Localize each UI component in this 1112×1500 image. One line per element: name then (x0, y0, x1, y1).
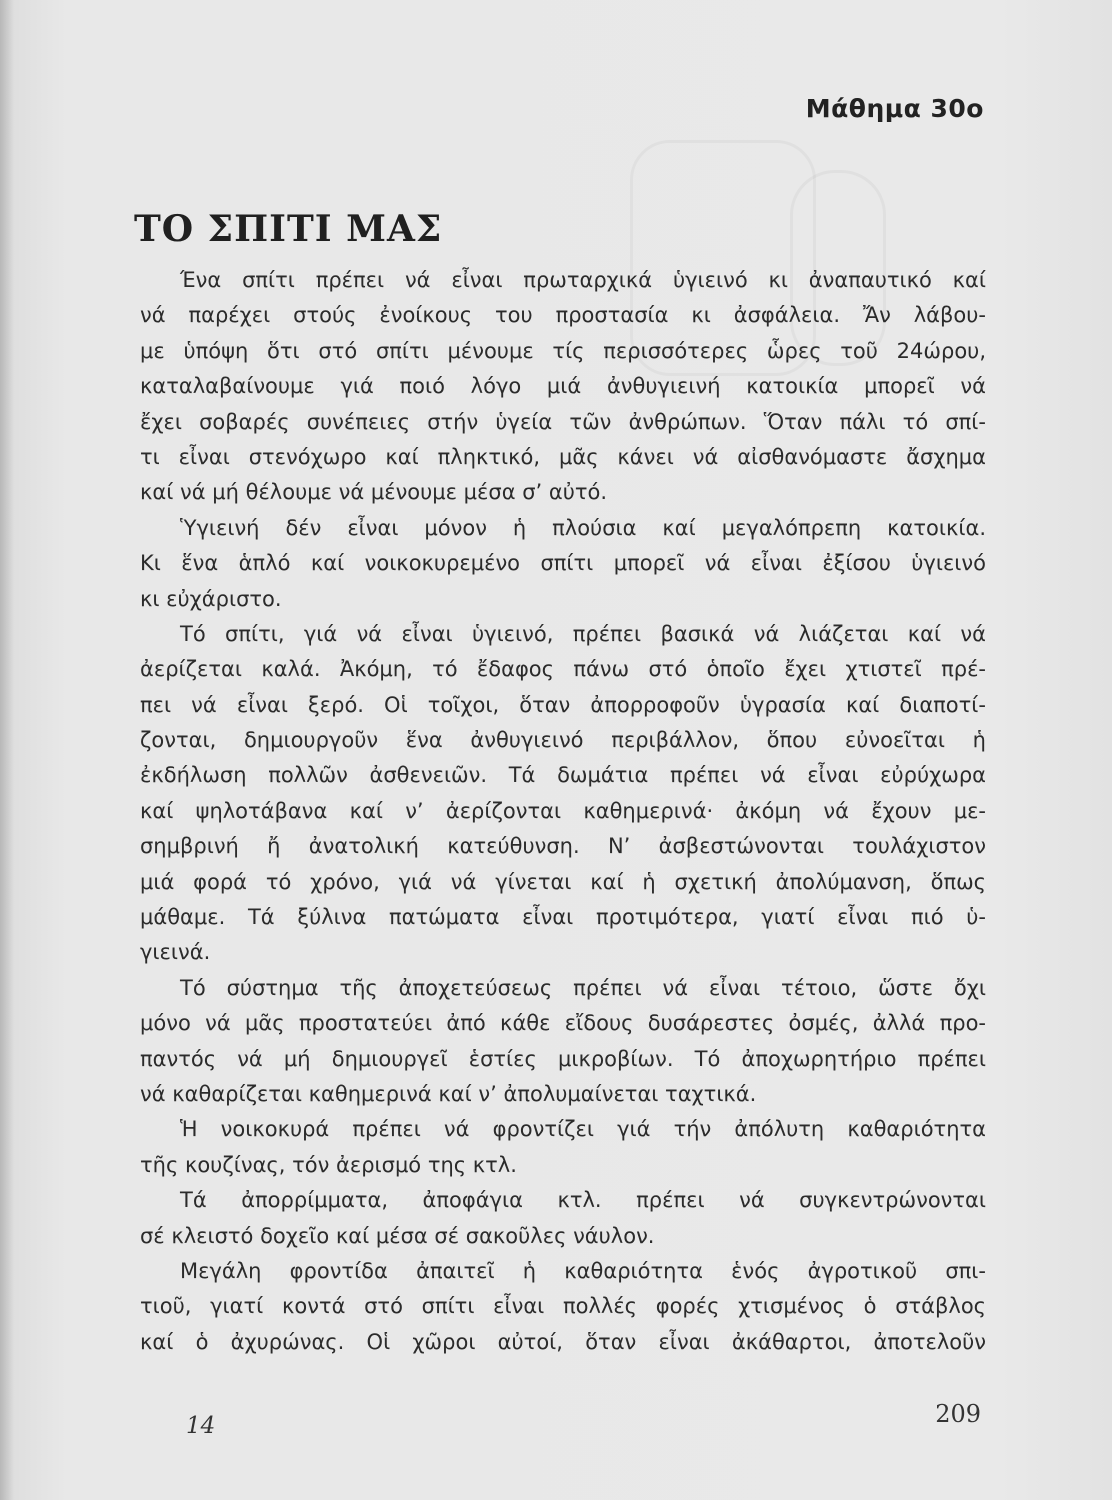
text-line: τιοῦ, γιατί κοντά στό σπίτι εἶναι πολλές φορές χτισμένος ὁ στάβλος (140, 1294, 986, 1319)
text-line: καταλαβαίνουμε γιά ποιό λόγο μιά ἀνθυγιεινή κατοικία μπορεῖ νά (140, 374, 986, 399)
text-line: ἀερίζεται καλά. Ἀκόμη, τό ἔδαφος πάνω στό ὁποῖο ἔχει χτιστεῖ πρέ- (140, 657, 986, 682)
chapter-title: ΤΟ ΣΠΙΤΙ ΜΑΣ (134, 208, 443, 250)
text-line: μόνο νά μᾶς προστατεύει ἀπό κάθε εἴδους δυσάρεστες ὀσμές, ἀλλά προ- (140, 1011, 986, 1036)
text-line: μιά φορά τό χρόνο, γιά νά γίνεται καί ἡ σχετική ἀπολύμανση, ὅπως (140, 869, 986, 894)
text-line: Τό σύστημα τῆς ἀποχετεύσεως πρέπει νά εἶναι τέτοιο, ὥστε ὄχι (180, 975, 986, 1000)
text-line: Ἡ νοικοκυρά πρέπει νά φροντίζει γιά τήν ἀπόλυτη καθαριότητα (180, 1117, 986, 1142)
page-number: 209 (935, 1400, 981, 1428)
text-line: γιεινά. (140, 940, 211, 965)
text-line: Τό σπίτι, γιά νά εἶναι ὑγιεινό, πρέπει βασικά νά λιάζεται καί νά (180, 621, 986, 646)
body-text (140, 263, 986, 1360)
text-line: ἔχει σοβαρές συνέπειες στήν ὑγεία τῶν ἀνθρώπων. Ὅταν πάλι τό σπί- (140, 409, 986, 434)
text-line: καί ψηλοτάβανα καί ν’ ἀερίζονται καθημερινά· ἀκόμη νά ἔχουν με- (140, 798, 986, 823)
text-line: μάθαμε. Τά ξύλινα πατώματα εἶναι προτιμότερα, γιατί εἶναι πιό ὑ- (140, 905, 986, 930)
text-line: τι εἶναι στενόχωρο καί πληκτικό, μᾶς κάνει νά αἰσθανόμαστε ἄσχημα (140, 444, 986, 469)
lesson-number: Μάθημα 30ο (805, 94, 984, 123)
text-line: σημβρινή ἤ ἀνατολική κατεύθυνση. Ν’ ἀσβεστώνονται τουλάχιστον (140, 834, 986, 859)
text-line: Ένα σπίτι πρέπει νά εἶναι πρωταρχικά ὑγιεινό κι ἀναπαυτικό καί (180, 268, 986, 292)
text-line: παντός νά μή δημιουργεῖ ἑστίες μικροβίων. Τό ἀποχωρητήριο πρέπει (140, 1046, 986, 1071)
text-line: νά καθαρίζεται καθημερινά καί ν’ ἀπολυμαίνεται ταχτικά. (140, 1081, 757, 1106)
text-line: καί ὁ ἀχυρώνας. Οἱ χῶροι αὐτοί, ὅταν εἶναι ἀκάθαρτοι, ἀποτελοῦν (140, 1329, 986, 1354)
text-line: με ὑπόψη ὅτι στό σπίτι μένουμε τίς περισσότερες ὧρες τοῦ 24ώρου, (140, 338, 986, 363)
text-line: ζονται, δημιουργοῦν ἕνα ἀνθυγιεινό περιβάλλον, ὅπου εὐνοεῖται ἡ (140, 728, 986, 753)
text-line: ἐκδήλωση πολλῶν ἀσθενειῶν. Τά δωμάτια πρέπει νά εἶναι εὐρύχωρα (140, 763, 986, 788)
text-line: Μεγάλη φροντίδα ἀπαιτεῖ ἡ καθαριότητα ἑνός ἀγροτικοῦ σπι- (180, 1258, 986, 1283)
text-line: Ὑγιεινή δέν εἶναι μόνον ἡ πλούσια καί μεγαλόπρεπη κατοικία. (180, 515, 986, 540)
text-line: καί νά μή θέλουμε νά μένουμε μέσα σ’ αὐτό. (140, 480, 608, 505)
spine-shadow (0, 0, 14, 1500)
text-line: Κι ἕνα ἁπλό καί νοικοκυρεμένο σπίτι μπορεῖ νά εἶναι ἐξίσου ὑγιεινό (140, 551, 986, 576)
text-line: πει νά εἶναι ξερό. Οἱ τοῖχοι, ὅταν ἀπορροφοῦν ὑγρασία καί διαποτί- (140, 692, 986, 717)
text-line: τῆς κουζίνας, τόν ἀερισμό της κτλ. (140, 1152, 517, 1177)
text-line: νά παρέχει στούς ἐνοίκους του προστασία κι ἀσφάλεια. Ἄν λάβου- (140, 303, 986, 328)
text-line: σέ κλειστό δοχεῖο καί μέσα σέ σακοῦλες νάυλον. (140, 1223, 655, 1248)
text-line: Τά ἀπορρίμματα, ἀποφάγια κτλ. πρέπει νά συγκεντρώνονται (180, 1188, 986, 1213)
text-line: κι εὐχάριστο. (140, 586, 282, 611)
signature-mark: 14 (186, 1413, 216, 1439)
